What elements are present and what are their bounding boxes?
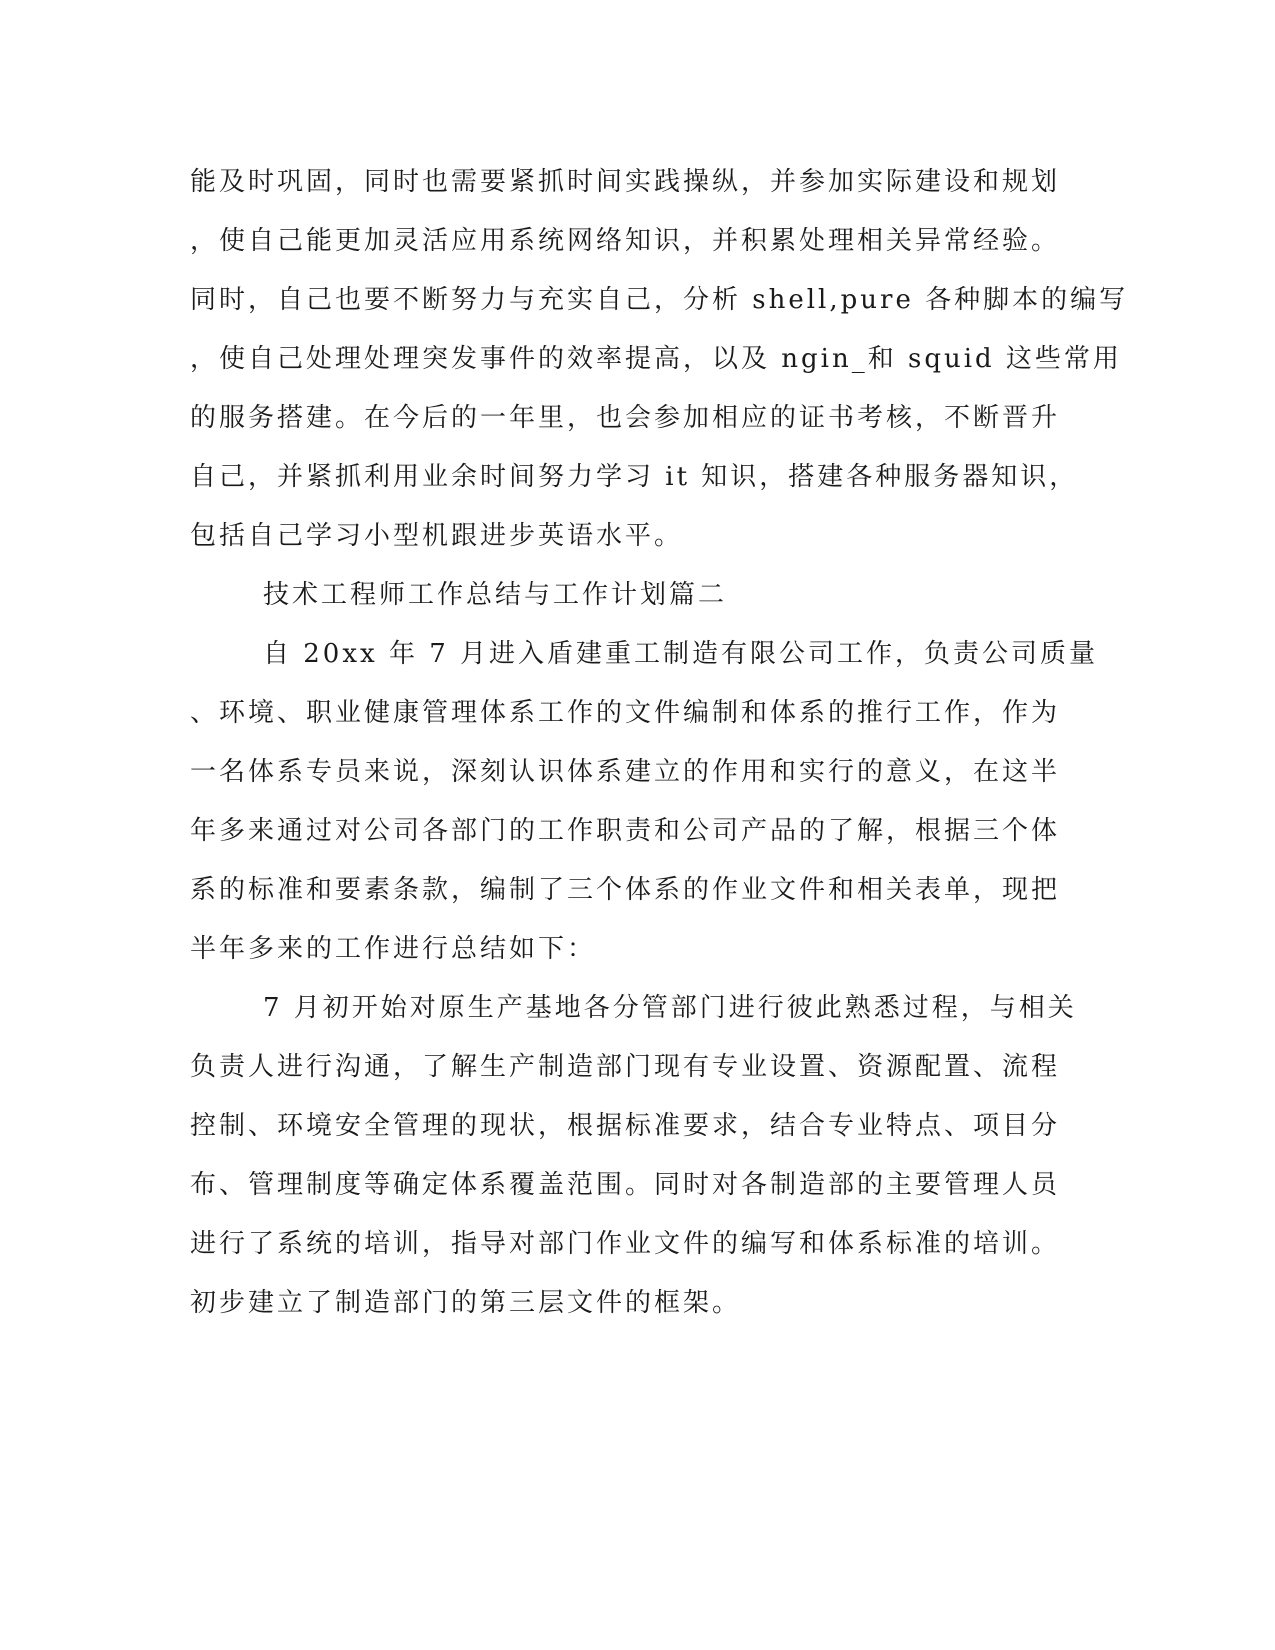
text-line: 包括自己学习小型机跟进步英语水平。 [190, 521, 684, 551]
text-line: 自己，并紧抓利用业余时间努力学习 it 知识，搭建各种服务器知识， [190, 462, 1079, 492]
text-line: 能及时巩固，同时也需要紧抓时间实践操纵，并参加实际建设和规划 [190, 167, 1061, 197]
text-line: 、环境、职业健康管理体系工作的文件编制和体系的推行工作，作为 [190, 698, 1061, 728]
text-line: 7 月初开始对原生产基地各分管部门进行彼此熟悉过程，与相关 [263, 993, 1077, 1023]
text-line: 自 20xx 年 7 月进入盾建重工制造有限公司工作，负责公司质量 [263, 639, 1099, 669]
text-line: 负责人进行沟通，了解生产制造部门现有专业设置、资源配置、流程 [190, 1052, 1061, 1082]
text-line: 的服务搭建。在今后的一年里，也会参加相应的证书考核，不断晋升 [190, 403, 1061, 433]
text-line: 系的标准和要素条款，编制了三个体系的作业文件和相关表单，现把 [190, 875, 1061, 905]
text-line: 一名体系专员来说，深刻认识体系建立的作用和实行的意义，在这半 [190, 757, 1061, 787]
text-line: 进行了系统的培训，指导对部门作业文件的编写和体系标准的培训。 [190, 1229, 1061, 1259]
text-line: 半年多来的工作进行总结如下： [190, 934, 597, 964]
text-line: 同时，自己也要不断努力与充实自己，分析 shell,pure 各种脚本的编写 [190, 285, 1129, 315]
text-line: ，使自己处理处理突发事件的效率提高，以及 ngin_和 squid 这些常用 [190, 344, 1122, 374]
text-line: 控制、环境安全管理的现状，根据标准要求，结合专业特点、项目分 [190, 1111, 1061, 1141]
text-line: 布、管理制度等确定体系覆盖范围。同时对各制造部的主要管理人员 [190, 1170, 1061, 1200]
text-line: ，使自己能更加灵活应用系统网络知识，并积累处理相关异常经验。 [190, 226, 1061, 256]
section-heading: 技术工程师工作总结与工作计划篇二 [263, 580, 728, 610]
text-line: 年多来通过对公司各部门的工作职责和公司产品的了解，根据三个体 [190, 816, 1061, 846]
text-line: 初步建立了制造部门的第三层文件的框架。 [190, 1288, 742, 1318]
